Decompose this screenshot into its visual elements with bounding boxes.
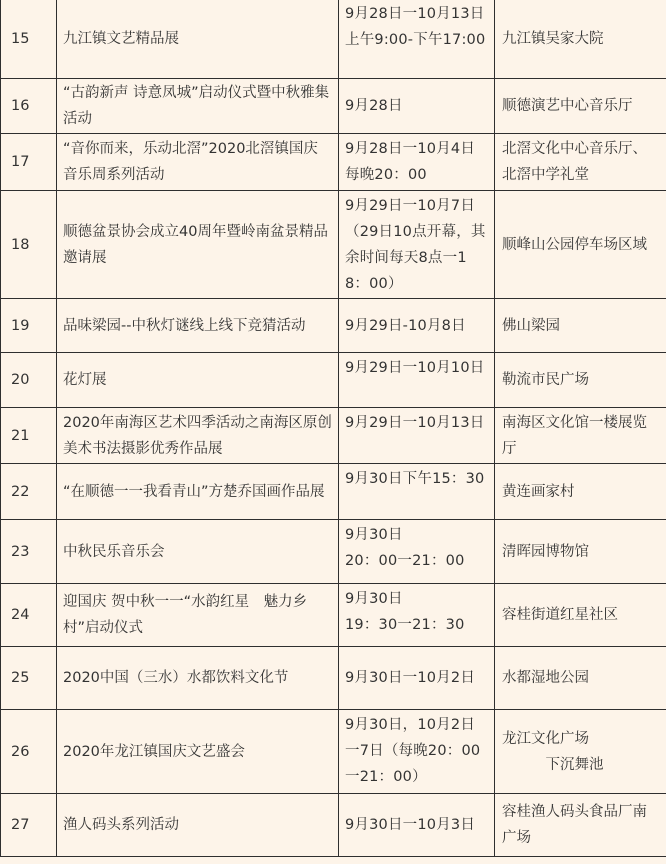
event-date: 9月30日 20：00一21：00: [339, 520, 495, 584]
event-venue: 水都湿地公园: [495, 647, 666, 710]
row-number: 27: [1, 794, 57, 857]
event-name: “音你而来，乐动北滘”2020北滘镇国庆音乐周系列活动: [57, 134, 339, 191]
row-number: 22: [1, 464, 57, 520]
event-venue: 容桂渔人码头食品厂南广场: [495, 794, 666, 857]
table-row: [1, 0, 666, 79]
event-name: 九江镇文艺精品展: [57, 0, 339, 79]
event-name: 中秋民乐音乐会: [57, 520, 339, 584]
event-date: 9月28日一10月4日每晚20：00: [339, 134, 495, 191]
row-number: 25: [1, 647, 57, 710]
event-name: 花灯展: [57, 353, 339, 408]
event-date: 9月30日一10月3日: [339, 794, 495, 857]
table-row: [1, 647, 666, 710]
event-venue: 顺峰山公园停车场区域: [495, 191, 666, 299]
table-row: [1, 191, 666, 299]
event-name: 渔人码头系列活动: [57, 794, 339, 857]
table-row: [1, 794, 666, 857]
event-name: “在顺德一一我看青山”方楚乔国画作品展: [57, 464, 339, 520]
event-name: “古韵新声 诗意凤城”启动仪式暨中秋雅集活动: [57, 79, 339, 134]
event-venue: 九江镇吴家大院: [495, 0, 666, 79]
event-venue: 顺德演艺中心音乐厅: [495, 79, 666, 134]
event-venue: 清晖园博物馆: [495, 520, 666, 584]
table-row: [1, 79, 666, 134]
event-date: 9月30日下午15：30: [339, 464, 495, 520]
table-row: [1, 520, 666, 584]
event-name: 迎国庆 贺中秋一一“水韵红星 魅力乡村”启动仪式: [57, 584, 339, 647]
event-date: 9月30日 19：30一21：30: [339, 584, 495, 647]
event-name: 顺德盆景协会成立40周年暨岭南盆景精品邀请展: [57, 191, 339, 299]
row-number: 18: [1, 191, 57, 299]
event-venue: 南海区文化馆一楼展览厅: [495, 408, 666, 464]
table-row: [1, 584, 666, 647]
event-date: 9月28日: [339, 79, 495, 134]
row-number: 20: [1, 353, 57, 408]
event-date: 9月29日一10月10日: [339, 353, 495, 408]
row-number: 23: [1, 520, 57, 584]
event-venue: 黄连画家村: [495, 464, 666, 520]
table-row: [1, 353, 666, 408]
row-number: 26: [1, 710, 57, 794]
event-date: 9月29日-10月8日: [339, 299, 495, 353]
event-venue: 容桂街道红星社区: [495, 584, 666, 647]
event-venue: 龙江文化广场 下沉舞池: [495, 710, 666, 794]
event-date: 9月28日一10月13日 上午9:00-下午17:00: [339, 0, 495, 79]
event-venue: 勒流市民广场: [495, 353, 666, 408]
event-name: 2020中国（三水）水都饮料文化节: [57, 647, 339, 710]
row-number: 21: [1, 408, 57, 464]
event-venue: 佛山梁园: [495, 299, 666, 353]
row-number: 15: [1, 0, 57, 79]
row-number: 19: [1, 299, 57, 353]
row-number: 16: [1, 79, 57, 134]
event-venue: 北滘文化中心音乐厅、北滘中学礼堂: [495, 134, 666, 191]
table-row: [1, 134, 666, 191]
event-date: 9月30日一10月2日: [339, 647, 495, 710]
event-name: 2020年龙江镇国庆文艺盛会: [57, 710, 339, 794]
table-row: [1, 408, 666, 464]
event-name: 2020年南海区艺术四季活动之南海区原创美术书法摄影优秀作品展: [57, 408, 339, 464]
event-name: 品味梁园--中秋灯谜线上线下竞猜活动: [57, 299, 339, 353]
row-number: 17: [1, 134, 57, 191]
event-date: 9月29日一10月7日（29日10点开幕，其余时间每天8点一18：00）: [339, 191, 495, 299]
row-number: 24: [1, 584, 57, 647]
table-row: [1, 464, 666, 520]
table-row: [1, 710, 666, 794]
event-date: 9月30日，10月2日一7日（每晚20：00一21：00）: [339, 710, 495, 794]
event-date: 9月29日一10月13日: [339, 408, 495, 464]
table-row: [1, 299, 666, 353]
